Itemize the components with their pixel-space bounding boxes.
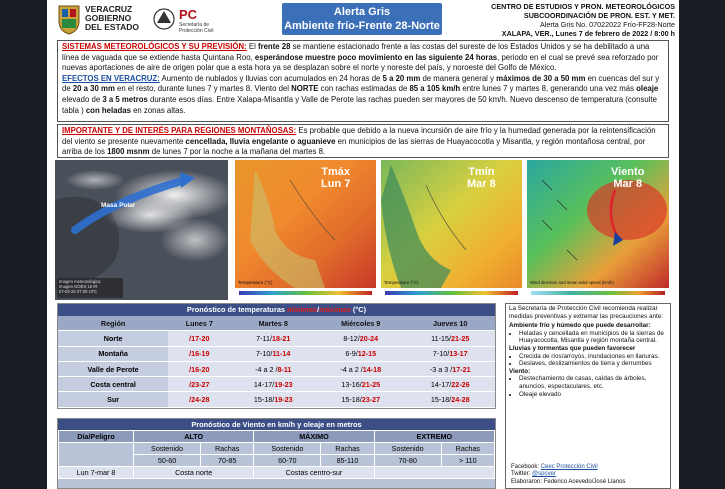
alert-banner: [282, 3, 442, 35]
meta-line1: CENTRO DE ESTUDIOS Y PRON. METEOROLÓGICOS: [491, 2, 675, 11]
maximo-header: MÁXIMO: [254, 431, 374, 443]
temp-min: 6-9/: [345, 349, 358, 359]
temp-cell: [168, 377, 230, 392]
wind-value: > 110: [441, 455, 494, 467]
effects-text: en el resto, durante lunes 7 y martes 8. Viento del: [114, 84, 292, 94]
sostenido-label: Sostenido: [254, 443, 321, 455]
col-header: Miércoles 9: [316, 316, 405, 331]
temp-max: 13-17: [449, 349, 468, 359]
tmax-title-line: Lun 7: [321, 178, 351, 190]
temp-max: 17-21: [452, 364, 471, 374]
effects-text: en zonas altas.: [130, 105, 186, 115]
tmin-legend: Temperature (°C): [384, 280, 419, 285]
temp-cell: [316, 346, 405, 361]
mountain-heading: IMPORTANTE Y DE INTERÉS PARA REGIONES MONTAÑOSAS:: [62, 126, 297, 135]
systems-heading: SISTEMAS METEOROLÓGICOS Y SU PREVISIÓN:: [62, 42, 247, 51]
temp-cell: [316, 377, 405, 392]
twitter-link[interactable]: @spcver: [532, 471, 556, 478]
sostenido-label: Sostenido: [134, 443, 201, 455]
effects-text: oleaje: [636, 84, 659, 94]
temp-cell: [405, 346, 495, 361]
cold-list: [509, 330, 667, 345]
list-item: • Deslaves, deslizamientos de tierra y derrumbes: [519, 360, 667, 368]
veracruz-shield-icon: [57, 3, 81, 35]
sat-caption-line: Imagen GOES 16 IR: [59, 284, 98, 289]
temp-max: /17-20: [189, 333, 210, 343]
region-cell: Sur: [58, 392, 168, 407]
wind-list: [509, 375, 667, 398]
temperature-header-row: [58, 316, 495, 331]
effects-text: 85 a 105 km/h: [409, 84, 461, 94]
temp-min: 15-18/: [253, 395, 275, 405]
table-row: [58, 346, 495, 361]
alert-title: Alerta Gris: [333, 6, 391, 18]
day-hazard-header: Día/Peligro: [59, 431, 134, 443]
table-row: [58, 331, 495, 346]
effects-heading: EFECTOS EN VERACRUZ:: [62, 73, 160, 83]
rachas-label: Rachas: [321, 443, 374, 455]
temp-max: 24-28: [451, 395, 470, 405]
col-header: Región: [58, 316, 168, 331]
temp-max: 8-11: [277, 364, 292, 374]
tmin-title-line: Mar 8: [467, 178, 496, 190]
wind-map: [527, 160, 669, 300]
col-header: Lunes 7: [168, 316, 230, 331]
mountain-text: en municipios de las sierras de Huayacocotla y Misantla, y región montañosa central, por arriba de los: [62, 136, 646, 157]
wind-value: 70-85: [201, 455, 254, 467]
col-header: Jueves 10: [405, 316, 495, 331]
facebook-line: [511, 464, 625, 471]
systems-box: [57, 40, 669, 122]
wind-heading: Viento:: [509, 367, 531, 375]
wind-title-line: Mar 8: [613, 178, 643, 190]
twitter-line: [511, 471, 625, 478]
systems-text: El: [246, 42, 258, 51]
title-part: /: [317, 305, 320, 314]
table-row: [58, 377, 495, 392]
recommendations-panel: [505, 303, 671, 489]
effects-text: NORTE: [291, 84, 319, 94]
list-item: • Oleaje elevado: [519, 391, 667, 399]
title-part: Pronóstico de temperaturas: [186, 305, 288, 314]
effects-text: máximos de 30 a 50 mm: [496, 73, 586, 83]
temp-max: 20-24: [359, 333, 379, 343]
wind-data-row: [59, 467, 495, 479]
temp-min: 13-16/: [341, 379, 362, 389]
temp-cell: [231, 331, 317, 346]
wind-value: 85-110: [321, 455, 374, 467]
region-cell: Valle de Perote: [58, 361, 168, 376]
temp-min: 14-17/: [430, 379, 452, 389]
authors: Federico Acevedo/José Llanos: [543, 478, 626, 485]
effects-text: durante esos días. Entre Xalapa-Misantla y Valle de Perote las rachas pueden ser mayores de 50 km/h. Nuevo descenso de temperatura (consulte tabla ): [62, 94, 657, 115]
temp-min: 15-18/: [341, 395, 362, 405]
wind-forecast-title: Pronóstico de Viento en km/h y oleaje en metros: [58, 419, 495, 430]
meta-line4: XALAPA, VER., Lunes 7 de febrero de 2022 / 8:00 h: [501, 29, 675, 38]
rain-list: [509, 353, 667, 368]
sat-caption-line: 07-02-22 07:00 UTC: [59, 289, 98, 294]
wind-day: Lun 7-mar 8: [59, 467, 134, 479]
temp-cell: [405, 377, 495, 392]
tmax-title: [321, 166, 350, 190]
proteccion-civil-emblem-icon: [153, 7, 175, 31]
temp-min: -4 a 2 /: [255, 364, 278, 374]
temp-min: -4 a 2 /: [340, 364, 363, 374]
temp-cell: [231, 346, 317, 361]
title-max: máximas: [319, 305, 351, 314]
temp-min: 7-10/: [256, 349, 273, 359]
temperature-forecast-panel: [57, 303, 496, 409]
effects-text: con rachas estimadas de: [318, 84, 410, 94]
temp-min: 11-15/: [431, 333, 451, 343]
wind-header-row: [59, 431, 495, 443]
temp-min: 8-12/: [343, 333, 360, 343]
tmin-map: [381, 160, 522, 300]
systems-text: frente 28: [257, 42, 291, 51]
tw-label: Twitter:: [511, 471, 531, 478]
list-item: • Heladas y cencellada en municipios de la sierras de Huayacocotla, Misantla y región montaña central.: [519, 330, 667, 345]
list-item: • Destechamiento de casas, caídas de árboles, anuncios, espectaculares, etc.: [519, 375, 667, 390]
cold-heading: Ambiente frío y húmedo que puede desarrollar:: [509, 322, 651, 330]
tmax-map: [235, 160, 376, 300]
temp-max: 19-23: [274, 379, 293, 389]
temperature-table: [58, 316, 495, 408]
fb-label: Facebook:: [511, 464, 540, 470]
mountain-text: de lunes 7 por la noche a la mañana del martes 8.: [149, 147, 326, 157]
el-label: Elaboraron:: [511, 478, 543, 485]
temp-cell: [231, 377, 317, 392]
tmax-legend: Temperature (°C): [238, 280, 273, 285]
meta-line3: Alerta Gris No. 07022022 Frío-FF28-Norte: [539, 20, 675, 29]
bulletin-page: [47, 0, 679, 489]
wind-forecast-panel: [57, 418, 496, 489]
tmin-title-line: Tmín: [468, 166, 495, 178]
list-item: • Crecida de ríos/arroyos, inundaciones en llanuras.: [519, 353, 667, 361]
mountain-text: cencellada, lluvia engelante o aguanieve: [185, 136, 336, 146]
temp-cell: [168, 346, 230, 361]
effects-text: elevado de: [62, 94, 103, 104]
pc-logo: PC: [179, 7, 198, 22]
temp-cell: [405, 392, 495, 407]
temp-max: 21-25: [361, 379, 381, 389]
maps-row: [55, 160, 669, 300]
contact-info: [511, 464, 625, 486]
gov-line2: GOBIERNO: [85, 13, 132, 23]
sat-caption-line: Imagen meteorológica: [59, 279, 101, 284]
temp-max: /23-27: [189, 379, 210, 389]
temp-cell: [316, 331, 405, 346]
authors-line: [511, 479, 625, 486]
wind-value: 60-70: [254, 455, 321, 467]
mountain-text: Es probable que debido a la nueva incursión de aire frío y la humedad generada por la reintensificación del viento se presente nuevamente: [62, 126, 656, 146]
rachas-label: Rachas: [441, 443, 494, 455]
region-cell: Costa central: [58, 377, 168, 392]
systems-text: se mantiene estacionado frente a las costas del sureste de los Estados Unidos y se ha debilitado a una línea de vaguada que se extiende hasta Quintana Roo,: [62, 42, 650, 62]
wind-value: 50-60: [134, 455, 201, 467]
wind-title: [611, 166, 644, 190]
pc-subtitle: Secretaría de Protección Civil: [179, 22, 214, 34]
gov-logo-text: [85, 5, 139, 32]
temp-cell: [316, 361, 405, 376]
wind-table: [58, 430, 495, 479]
temp-cell: [231, 392, 317, 407]
satellite-image: [55, 160, 228, 300]
title-min: mínimas: [287, 305, 318, 314]
temp-max: 18-21: [271, 333, 291, 343]
gov-line1: VERACRUZ: [85, 4, 133, 14]
gov-line3: DEL ESTADO: [85, 22, 139, 32]
effects-text: Aumento de nublados y lluvias con acumulados en 24 horas de: [159, 73, 383, 83]
effects-text: 3 a 5 metros: [102, 94, 148, 104]
temp-min: 15-18/: [430, 395, 452, 405]
systems-text: , periodo en el cual se prevé sea reforzado por nuevas aportaciones de aire de origen polar que a esta hora ya se desplazan sobre el norte y noreste del país, y noroeste del Golfo de México.: [62, 52, 659, 73]
tmax-graphic: [235, 160, 376, 300]
wind-sub-row: [59, 443, 495, 455]
effects-text: de manera general y: [420, 73, 497, 83]
tmax-title-line: Tmáx: [321, 166, 351, 178]
systems-text: esperándose muestre poco movimiento en las siguiente 24 horas: [254, 52, 498, 62]
temp-cell: [405, 361, 495, 376]
effects-text: con heladas: [85, 105, 131, 115]
header: [47, 0, 679, 40]
temp-max: /16-19: [189, 349, 210, 359]
blank-cell: [59, 443, 134, 467]
temp-cell: [168, 392, 230, 407]
effects-text: en cuencas del sur y de: [62, 73, 660, 94]
wind-max-zone: Costas centro-sur: [254, 467, 374, 479]
meta-line2: SUBCOORDINACIÓN DE PRON. EST. Y MET.: [523, 11, 675, 20]
temp-max: 14-18: [362, 364, 382, 374]
temp-min: 14-17/: [253, 379, 275, 389]
temp-max: 22-26: [451, 379, 470, 389]
temperature-forecast-title: [58, 304, 495, 316]
wind-value: 70-80: [374, 455, 441, 467]
wind-legend: Wind direction and mean wind speed (km/h): [530, 280, 614, 285]
tmin-graphic: [381, 160, 522, 300]
mountain-box: [57, 124, 669, 158]
extremo-header: EXTREMO: [374, 431, 494, 443]
temp-cell: [231, 361, 317, 376]
effects-text: 5 a 20 mm: [382, 73, 421, 83]
alto-header: ALTO: [134, 431, 254, 443]
mountain-text: 1800 msnm: [107, 147, 150, 157]
recommendations-intro: La Secretaría de Protección Civil recomienda realizar medidas preventivas y extremar las precauciones ante:: [509, 305, 664, 320]
temp-max: 23-27: [361, 395, 381, 405]
title-part: (°C): [350, 305, 367, 314]
bulletin-meta: [445, 2, 675, 38]
effects-text: 20 a 30 mm: [72, 84, 115, 94]
temp-min: 7-11/: [256, 333, 272, 343]
temp-min: -3 a 3 /: [429, 364, 453, 374]
temp-cell: [316, 392, 405, 407]
tmin-title: [467, 166, 496, 190]
temp-max: 21-25: [450, 333, 470, 343]
temp-cell: [405, 331, 495, 346]
wind-alto-zone: Costa norte: [134, 467, 254, 479]
temp-max: 12-15: [357, 349, 377, 359]
wind-extremo-zone: [374, 467, 494, 479]
rachas-label: Rachas: [201, 443, 254, 455]
col-header: Martes 8: [231, 316, 317, 331]
effects-text: entre lunes 7 y martes 8, generando una vez más: [460, 84, 637, 94]
wind-title-line: Viento: [611, 166, 645, 178]
facebook-link[interactable]: Ceec Protección Civil: [540, 464, 598, 470]
region-cell: Montaña: [58, 346, 168, 361]
wind-graphic: [527, 160, 669, 300]
table-row: [58, 392, 495, 407]
rain-heading: Lluvias y tormentas que pueden favorecer: [509, 344, 636, 352]
satellite-caption: [59, 279, 100, 294]
table-row: [58, 361, 495, 376]
temp-max: 11-14: [272, 349, 291, 359]
alert-subtitle: Ambiente frío-Frente 28-Norte: [284, 20, 440, 32]
temp-max: 19-23: [274, 395, 293, 405]
polar-mass-label: Masa Polar: [101, 202, 136, 209]
temp-cell: [168, 361, 230, 376]
sostenido-label: Sostenido: [374, 443, 441, 455]
temp-cell: [168, 331, 230, 346]
temp-max: /16-20: [189, 364, 210, 374]
region-cell: Norte: [58, 331, 168, 346]
temp-max: /24-28: [189, 395, 210, 405]
temp-min: 7-10/: [432, 349, 450, 359]
